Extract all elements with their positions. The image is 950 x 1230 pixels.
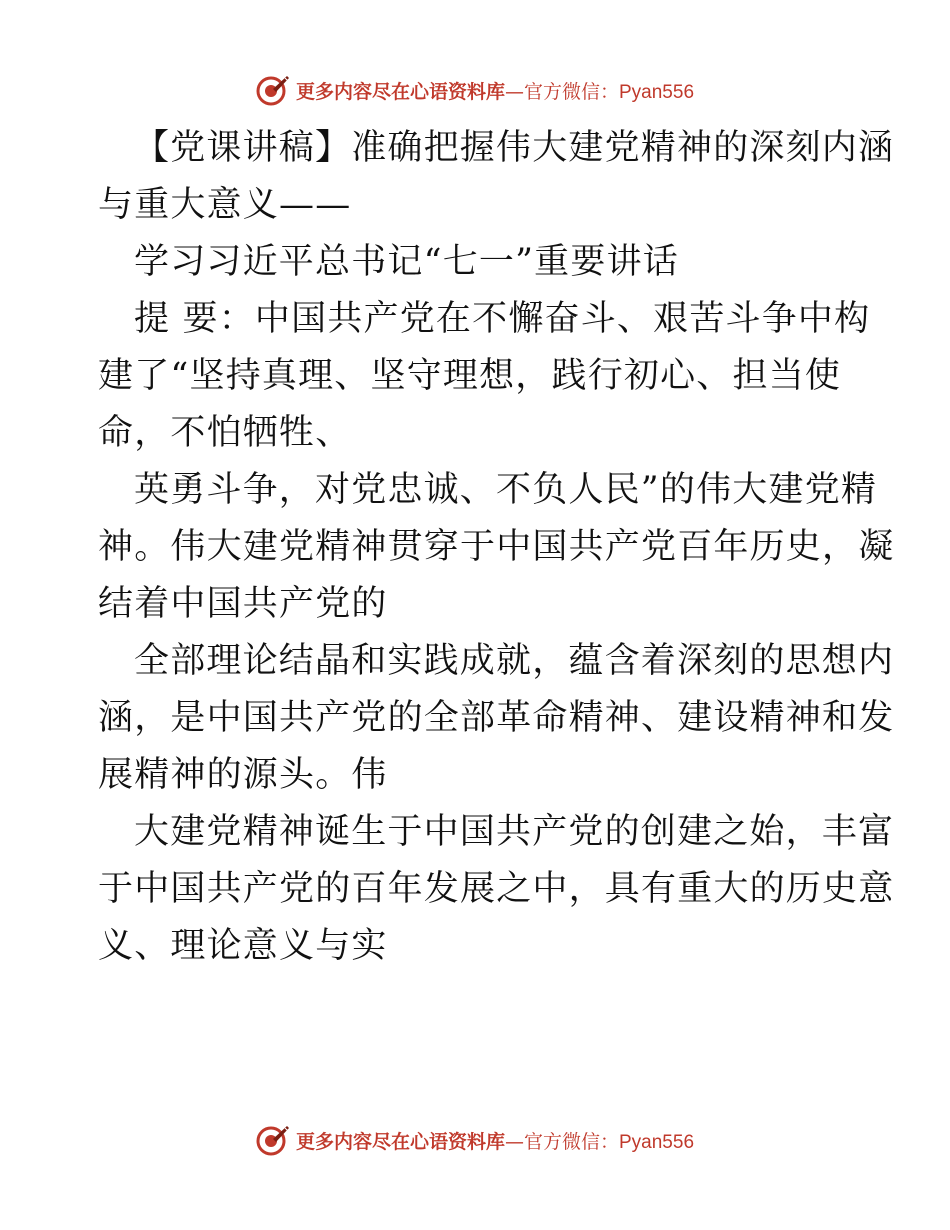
watermark-wechat-id: Pyan556	[619, 1131, 695, 1153]
text-line: 提 要：中国共产党在不懈奋斗、艰苦斗争中构	[134, 299, 871, 339]
watermark-separator: —	[504, 1130, 524, 1153]
text-line: 涵，是中国共产党的全部革命精神、建设精神和发	[98, 698, 895, 738]
text-line: 结着中国共产党的	[98, 584, 388, 624]
pen-logo-icon	[256, 1123, 290, 1157]
text-line: 义、理论意义与实	[98, 926, 388, 966]
title-line-2: 与重大意义——	[98, 185, 352, 225]
title-line-1: 【党课讲稿】准确把握伟大建党精神的深刻内涵	[134, 128, 895, 168]
text-line: 建了“坚持真理、坚守理想，践行初心、担当使	[98, 356, 842, 396]
text-line: 神。伟大建党精神贯穿于中国共产党百年历史，凝	[98, 527, 895, 567]
watermark-wechat-label: 官方微信：	[523, 80, 619, 103]
document-body	[98, 120, 895, 975]
text-line: 全部理论结晶和实践成就，蕴含着深刻的思想内	[134, 641, 895, 681]
text-line: 展精神的源头。伟	[98, 755, 388, 795]
watermark-separator: —	[504, 80, 524, 103]
watermark-wechat-label: 官方微信：	[523, 1130, 619, 1153]
pen-logo-icon	[256, 73, 290, 107]
text-line: 命，不怕牺牲、	[98, 413, 352, 453]
text-line: 于中国共产党的百年发展之中，具有重大的历史意	[98, 869, 895, 909]
subtitle-line: 学习习近平总书记“七一”重要讲话	[134, 242, 679, 282]
watermark-main-text: 更多内容尽在心语资料库	[295, 1130, 505, 1153]
header-watermark	[0, 70, 950, 110]
watermark-wechat-id: Pyan556	[619, 81, 695, 103]
footer-watermark	[0, 1120, 950, 1160]
text-line: 大建党精神诞生于中国共产党的创建之始，丰富	[134, 812, 895, 852]
text-line: 英勇斗争，对党忠诚、不负人民”的伟大建党精	[134, 470, 878, 510]
watermark-main-text: 更多内容尽在心语资料库	[295, 80, 505, 103]
